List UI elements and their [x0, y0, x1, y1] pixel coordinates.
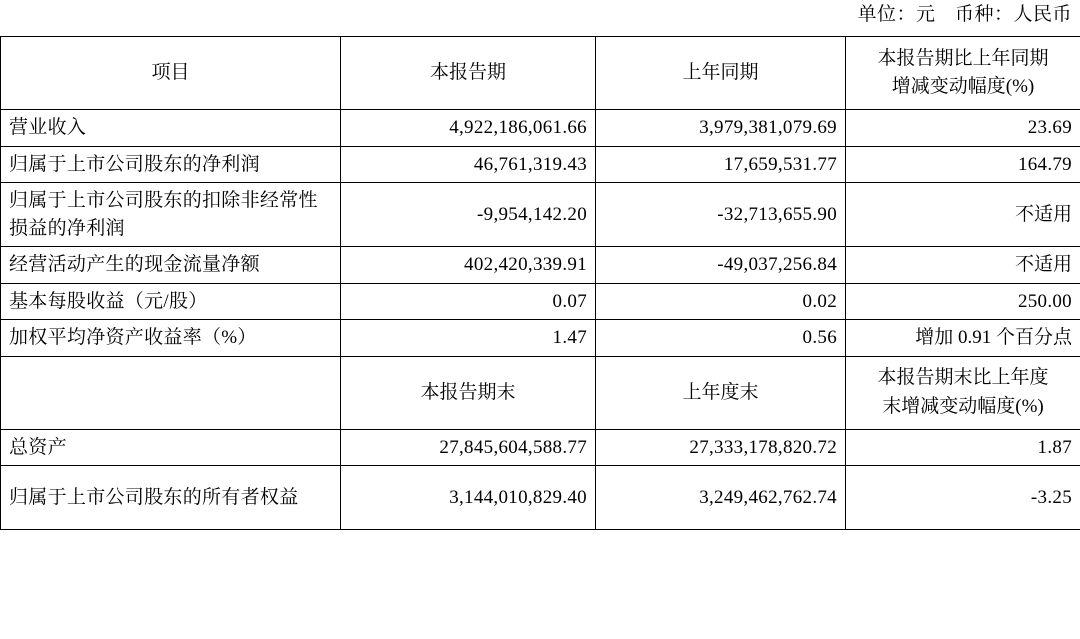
- financial-summary-table: [0, 36, 1080, 530]
- row-current-value: 402,420,339.91: [341, 247, 596, 284]
- row-label: 加权平均净资产收益率（%）: [1, 320, 341, 357]
- row-previous-value: -49,037,256.84: [596, 247, 846, 284]
- row-current-value: 1.47: [341, 320, 596, 357]
- header-change-period: [846, 37, 1080, 110]
- header-previous-balance: 上年度末: [596, 356, 846, 429]
- header-change-balance: [846, 356, 1080, 429]
- row-change-value: 增加 0.91 个百分点: [846, 320, 1080, 357]
- row-current-value: -9,954,142.20: [341, 183, 596, 247]
- table-row: [1, 110, 1080, 147]
- row-previous-value: -32,713,655.90: [596, 183, 846, 247]
- table-header-row-balance: [1, 356, 1080, 429]
- row-current-value: 4,922,186,061.66: [341, 110, 596, 147]
- row-previous-value: 17,659,531.77: [596, 146, 846, 183]
- header-previous-period: 上年同期: [596, 37, 846, 110]
- row-change-value: 1.87: [846, 429, 1080, 466]
- table-header-row-period: [1, 37, 1080, 110]
- row-previous-value: 3,979,381,079.69: [596, 110, 846, 147]
- row-previous-value: 0.56: [596, 320, 846, 357]
- table-row: [1, 320, 1080, 357]
- table-row: [1, 247, 1080, 284]
- row-label: 基本每股收益（元/股）: [1, 283, 341, 320]
- header-change-period-line1: 本报告期比上年同期: [877, 47, 1049, 69]
- row-current-value: 3,144,010,829.40: [341, 466, 596, 530]
- row-change-value: 不适用: [846, 183, 1080, 247]
- header-item-blank: [1, 356, 341, 429]
- row-current-value: 0.07: [341, 283, 596, 320]
- table-row: [1, 146, 1080, 183]
- row-current-value: 46,761,319.43: [341, 146, 596, 183]
- header-current-balance: 本报告期末: [341, 356, 596, 429]
- header-change-period-line2: 增减变动幅度(%): [891, 76, 1035, 97]
- row-change-value: 164.79: [846, 146, 1080, 183]
- table-row: [1, 283, 1080, 320]
- row-label: 归属于上市公司股东的扣除非经常性损益的净利润: [1, 183, 341, 247]
- row-current-value: 27,845,604,588.77: [341, 429, 596, 466]
- unit-note: 单位：元 币种：人民币: [857, 4, 1072, 25]
- row-change-value: -3.25: [846, 466, 1080, 530]
- row-label: 归属于上市公司股东的所有者权益: [1, 466, 341, 530]
- row-label: 营业收入: [1, 110, 341, 147]
- row-previous-value: 27,333,178,820.72: [596, 429, 846, 466]
- row-change-value: 250.00: [846, 283, 1080, 320]
- row-change-value: 不适用: [846, 247, 1080, 284]
- row-label: 经营活动产生的现金流量净额: [1, 247, 341, 284]
- table-row: [1, 466, 1080, 530]
- header-change-balance-line1: 本报告期末比上年度: [877, 367, 1049, 389]
- header-item: 项目: [1, 37, 341, 110]
- header-current-period: 本报告期: [341, 37, 596, 110]
- header-change-balance-line2: 末增减变动幅度(%): [882, 395, 1044, 417]
- row-previous-value: 0.02: [596, 283, 846, 320]
- table-row: [1, 429, 1080, 466]
- row-previous-value: 3,249,462,762.74: [596, 466, 846, 530]
- row-label: 归属于上市公司股东的净利润: [1, 146, 341, 183]
- row-change-value: 23.69: [846, 110, 1080, 147]
- row-label: 总资产: [1, 429, 341, 466]
- table-row: [1, 183, 1080, 247]
